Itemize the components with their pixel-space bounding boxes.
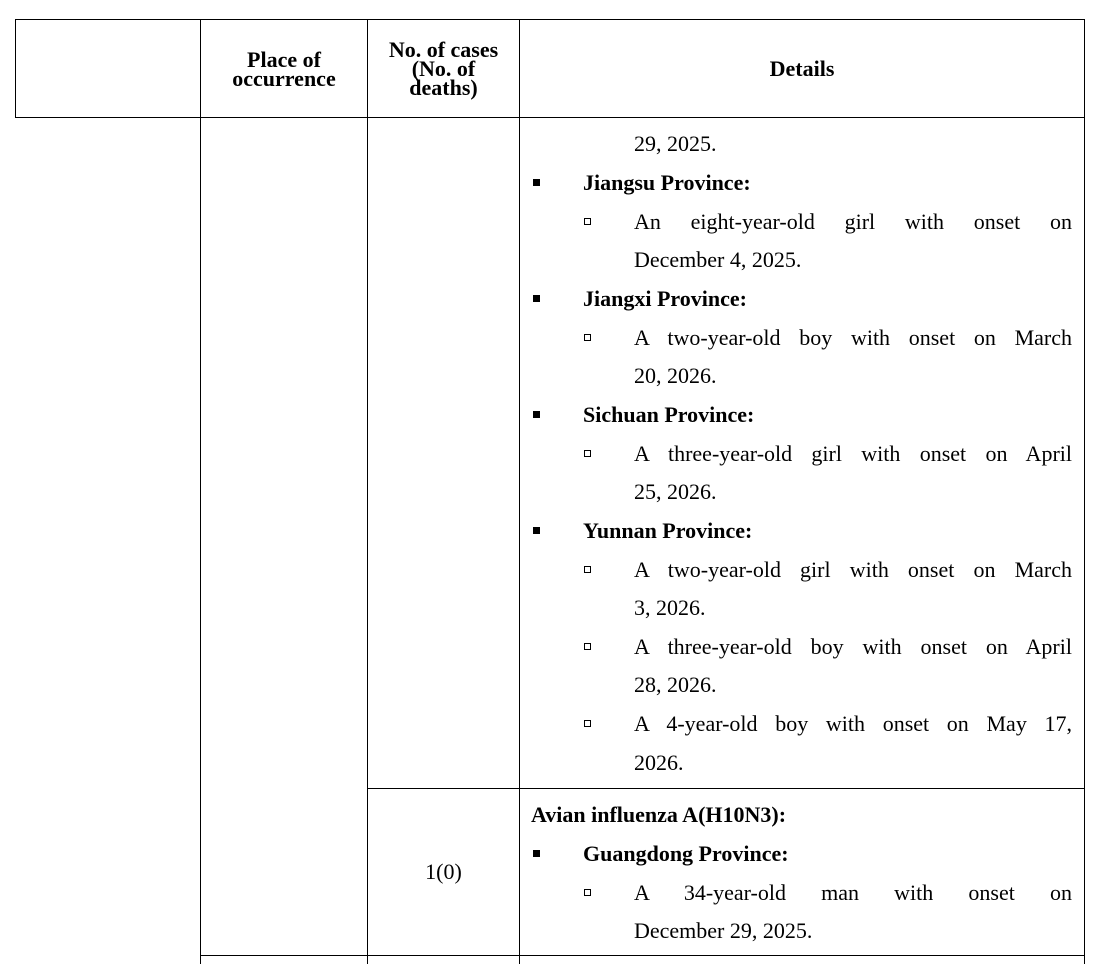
province-label: Yunnan Province: (583, 518, 753, 543)
case-text: 20, 2026. (634, 363, 717, 388)
case-text: December 4, 2025. (634, 247, 802, 272)
header-line: Details (769, 56, 835, 81)
filled-square-bullet-icon (533, 411, 540, 418)
case-text: A 4-year-old boy with onset on May 17, (634, 711, 1072, 736)
case-text: 28, 2026. (634, 672, 717, 697)
open-square-bullet-icon (584, 334, 591, 341)
case-text: A two-year-old boy with onset on March (634, 325, 1072, 350)
header-details (520, 20, 1084, 117)
case-text: December 29, 2025. (634, 918, 813, 943)
col-divider-2 (367, 19, 368, 964)
open-square-bullet-icon (584, 889, 591, 896)
case-text: A three-year-old girl with onset on April (634, 441, 1072, 466)
open-square-bullet-icon (584, 566, 591, 573)
case-text: 3, 2026. (634, 595, 706, 620)
province-label: Sichuan Province: (583, 402, 755, 427)
table-right-border (1084, 19, 1085, 964)
filled-square-bullet-icon (533, 527, 540, 534)
case-text: A two-year-old girl with onset on March (634, 557, 1072, 582)
filled-square-bullet-icon (533, 850, 540, 857)
filled-square-bullet-icon (533, 295, 540, 302)
header-line: occurrence (232, 65, 336, 91)
province-label: Jiangxi Province: (583, 286, 747, 311)
header-no-of-cases (368, 20, 519, 117)
col-divider-3 (519, 19, 520, 964)
province-label: Jiangsu Province: (583, 170, 751, 195)
open-square-bullet-icon (584, 720, 591, 727)
header-place-of-occurrence (201, 20, 367, 117)
case-text: An eight-year-old girl with onset on (634, 209, 1072, 234)
header-line: deaths) (409, 75, 478, 100)
case-text: A 34-year-old man with onset on (634, 880, 1072, 905)
province-label: Guangdong Province: (583, 841, 789, 866)
col-divider-1 (200, 19, 201, 964)
open-square-bullet-icon (584, 643, 591, 650)
table-left-border (15, 19, 16, 118)
filled-square-bullet-icon (533, 179, 540, 186)
row-divider (367, 788, 1085, 789)
continuation-text: 29, 2025. (634, 131, 717, 156)
header-line: No. of cases (388, 37, 499, 62)
case-text: 2026. (634, 750, 684, 775)
open-square-bullet-icon (584, 218, 591, 225)
header-line: (No. of (411, 56, 476, 81)
header-line: Place of (247, 46, 321, 72)
case-text: 25, 2026. (634, 479, 717, 504)
case-count: 1(0) (425, 859, 462, 884)
row-divider (200, 955, 1085, 956)
case-text: A three-year-old boy with onset on April (634, 634, 1072, 659)
subtype-label: Avian influenza A(H10N3): (531, 802, 787, 827)
header-bottom-border (15, 117, 1085, 118)
open-square-bullet-icon (584, 450, 591, 457)
